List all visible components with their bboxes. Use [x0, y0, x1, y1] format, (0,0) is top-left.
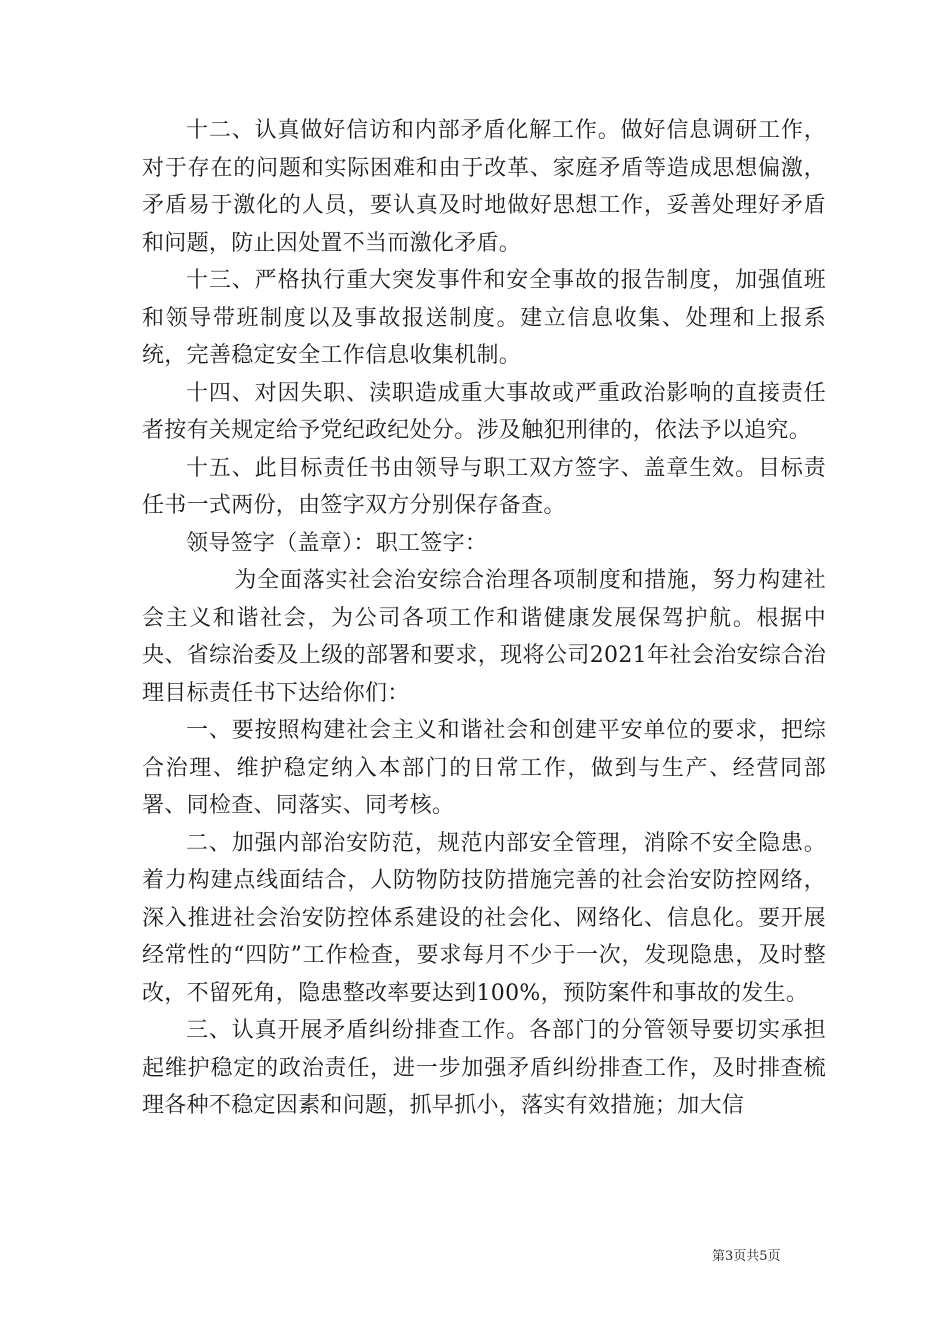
paragraph-2: 二、加强内部治安防范，规范内部安全管理，消除不安全隐患。着力构建点线面结合，人防物防技防措施完善的社会治安防控网络，深入推进社会治安防控体系建设的社会化、网络化、信息化。要开展经常性的“四防”工作检查，要求每月不少于一次，发现隐患，及时整改，不留死角，隐患整改率要达到100%，预防案件和事故的发生。 [142, 830, 826, 1006]
paragraph-13: 十三、严格执行重大突发事件和安全事故的报告制度，加强值班和领导带班制度以及事故报送制度。建立信息收集、处理和上报系统，完善稳定安全工作信息收集机制。 [142, 268, 826, 368]
paragraph-12: 十二、认真做好信访和内部矛盾化解工作。做好信息调研工作，对于存在的问题和实际困难和由于改革、家庭矛盾等造成思想偏激，矛盾易于激化的人员，要认真及时地做好思想工作，妥善处理好矛盾和问题，防止因处置不当而激化矛盾。 [142, 118, 826, 256]
signature-line: 领导签字（盖章）：职工签字： [186, 530, 488, 556]
paragraph-14: 十四、对因失职、渎职造成重大事故或严重政治影响的直接责任者按有关规定给予党纪政纪处分。涉及触犯刑律的，依法予以追究。 [142, 380, 826, 443]
document-body [142, 112, 826, 1125]
page-number: 第3页共5页 [712, 1249, 781, 1264]
paragraph-3: 三、认真开展矛盾纠纷排查工作。各部门的分管领导要切实承担起维护稳定的政治责任，进一步加强矛盾纠纷排查工作，及时排查梳理各种不稳定因素和问题，抓早抓小，落实有效措施；加大信 [142, 1018, 826, 1118]
intro-paragraph: 为全面落实社会治安综合治理各项制度和措施，努力构建社会主义和谐社会，为公司各项工作和谐健康发展保驾护航。根据中央、省综治委及上级的部署和要求，现将公司2021年社会治安综合治理目标责任书下达给你们： [142, 568, 826, 706]
paragraph-15: 十五、此目标责任书由领导与职工双方签字、盖章生效。目标责任书一式两份，由签字双方分别保存备查。 [142, 455, 826, 518]
paragraph-1: 一、要按照构建社会主义和谐社会和创建平安单位的要求，把综合治理、维护稳定纳入本部门的日常工作，做到与生产、经营同部署、同检查、同落实、同考核。 [142, 718, 826, 818]
